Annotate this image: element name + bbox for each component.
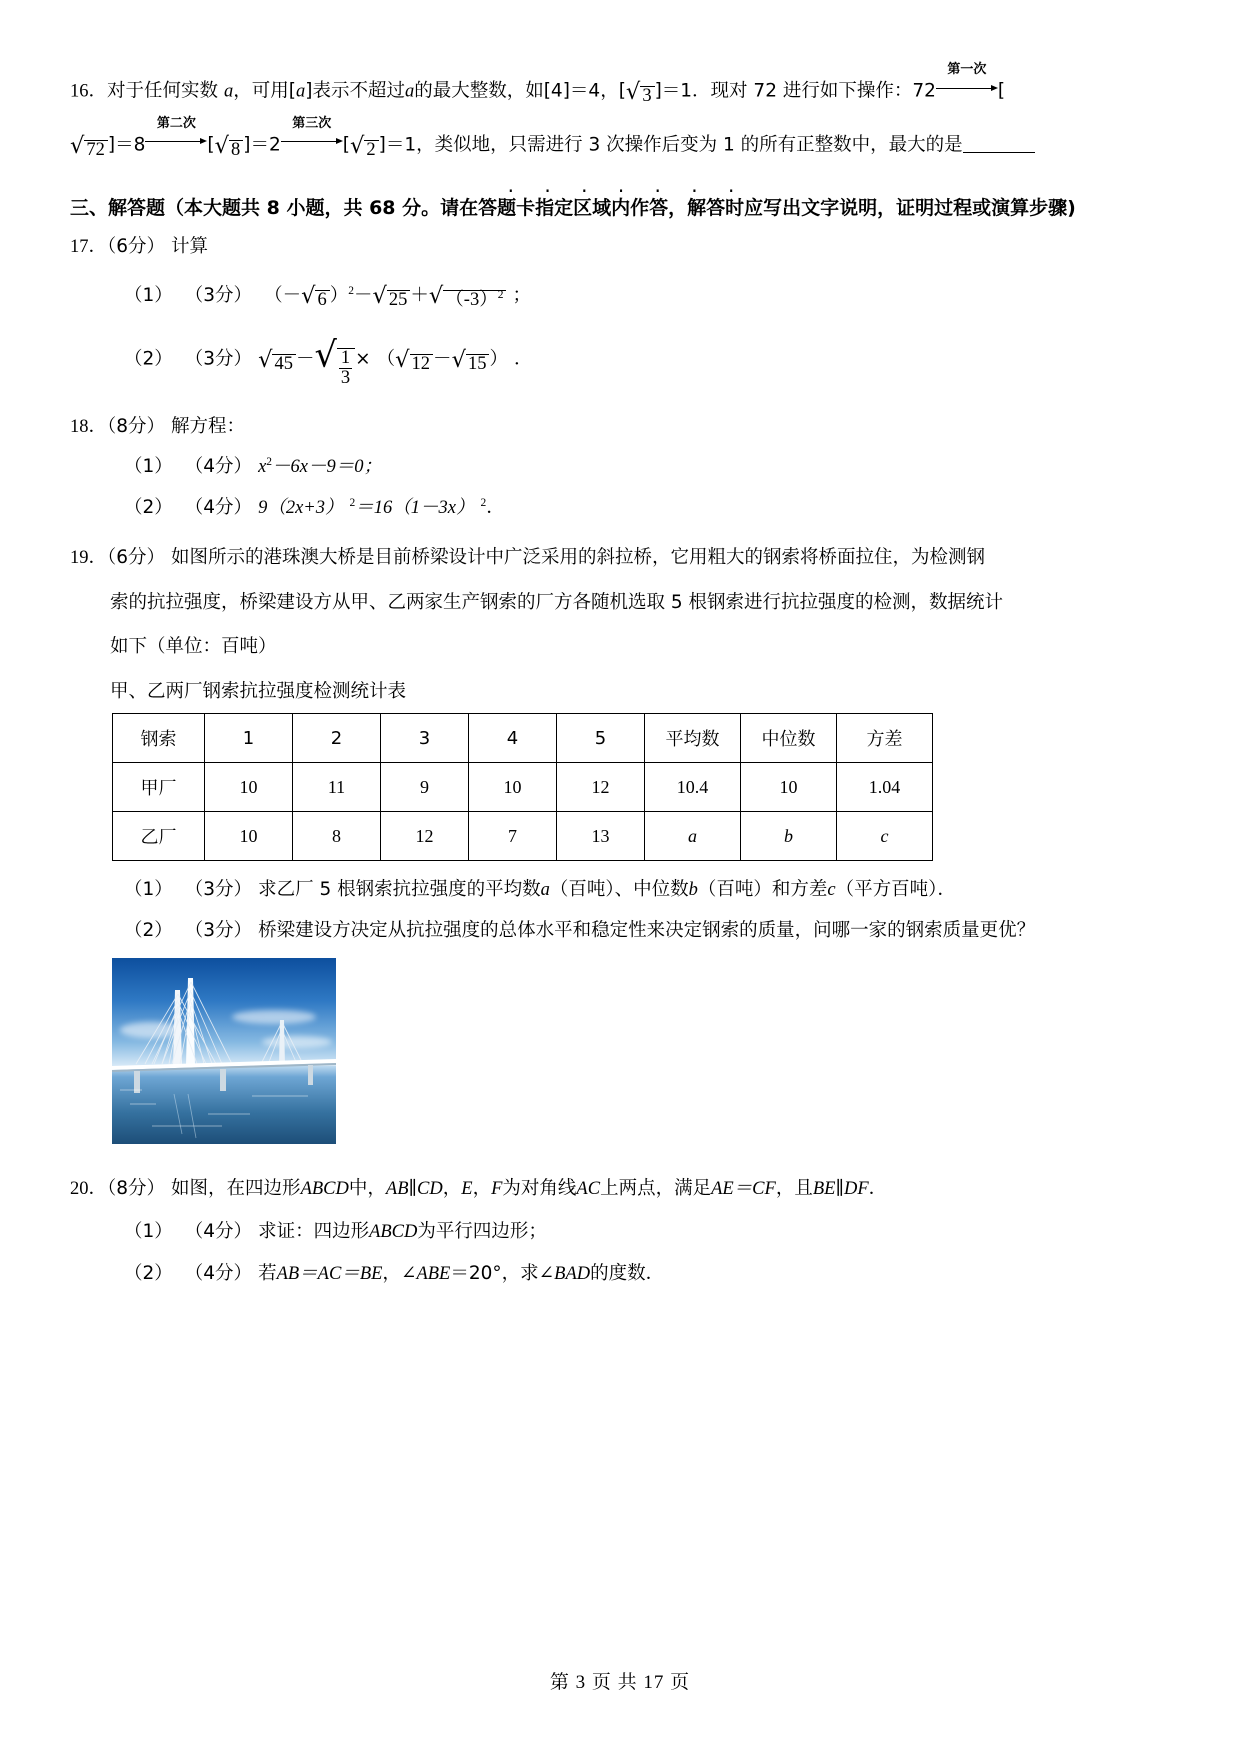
q17-sub2-open: （ <box>376 348 396 370</box>
table-cell: 10 <box>205 812 293 861</box>
q20-math-abcd: ABCD <box>300 1179 349 1200</box>
q18-sub1-var: x <box>258 457 267 478</box>
q17-score: （6分） <box>107 236 166 258</box>
q20-text-2: 中， <box>348 1178 386 1200</box>
q20-sub1-text-1: 求证：四边形 <box>258 1220 370 1242</box>
q20-text-5: 为对角线 <box>502 1178 577 1200</box>
table-row <box>113 812 933 861</box>
sqrt-45: √ 45 <box>258 351 296 374</box>
q19-sub1-text-4: （平方百吨）． <box>835 879 956 901</box>
q20-sub2-math-1: AB＝AC＝BE <box>276 1264 383 1285</box>
table-cell: 8 <box>293 812 381 861</box>
q18-sub2-left: 9（2x+3） <box>258 497 344 518</box>
table-row <box>113 763 933 812</box>
q18-sub2-right: ＝16（1－3x） <box>355 497 475 518</box>
q17-sub2-times: × <box>355 348 371 370</box>
question-17 <box>70 238 1170 388</box>
question-18 <box>70 415 1170 518</box>
question-19-sub-2 <box>70 919 1170 941</box>
question-20-sub-1 <box>70 1220 1170 1242</box>
ellipsis-divider: . . . . . . . <box>507 172 747 197</box>
q20-math-f: F <box>491 1179 503 1200</box>
q16-text-3: ]表示不超过 <box>305 80 405 102</box>
photo-bridge-vector <box>112 958 336 1144</box>
table-cell: 10 <box>469 763 557 812</box>
q19-sub1-var-a: a <box>540 880 550 901</box>
q20-sub2-math-2: ∠ABE <box>400 1264 451 1285</box>
q16-text-1: 对于任何实数 <box>107 80 219 102</box>
q16-var-a1: a <box>224 81 234 102</box>
q17-sub2-end: ． <box>513 348 533 370</box>
q16-text-8: [ <box>207 134 215 156</box>
q20-sub1-score: （4分） <box>184 1220 253 1242</box>
q17-number: 17． <box>70 237 108 258</box>
q20-math-be-df: BE∥DF <box>812 1179 869 1200</box>
q18-sub2-label: （2） <box>124 496 173 518</box>
table-row-label: 甲厂 <box>113 763 205 812</box>
arrow-1-label: 第一次 <box>947 62 987 78</box>
table-header-row <box>113 714 933 763</box>
q19-sub1-var-b: b <box>688 880 698 901</box>
arrow-2-label: 第二次 <box>156 116 196 132</box>
cable-stayed-bridge-photo <box>112 958 336 1144</box>
table-cell: 11 <box>293 763 381 812</box>
q18-sub1-rest: －6x－9＝0； <box>272 457 382 478</box>
table-cell: 10.4 <box>645 763 741 812</box>
table-header-cell: 4 <box>469 714 557 763</box>
q17-sub2-score: （3分） <box>184 348 253 370</box>
q20-sub1-label: （1） <box>124 1220 173 1242</box>
q20-text-8: ． <box>868 1178 888 1200</box>
q20-text-4: ， <box>472 1178 492 1200</box>
q20-sub2-text-2: ， <box>382 1263 401 1285</box>
q20-score: （8分） <box>107 1178 166 1200</box>
q18-sub1-label: （1） <box>124 456 173 478</box>
q17-sub2-close: ） <box>489 348 508 370</box>
sqrt-72: √ 72 <box>70 137 108 160</box>
q18-sub1-score: （4分） <box>184 456 253 478</box>
q16-var-a2: a <box>296 81 306 102</box>
q20-sub2-label: （2） <box>124 1263 173 1285</box>
operation-arrow-1 <box>936 62 998 97</box>
q17-sub2-label: （2） <box>124 348 173 370</box>
q18-sub2-score: （4分） <box>184 496 253 518</box>
q19-sub1-text-3: （百吨）和方差 <box>697 879 828 901</box>
question-20-sub-2 <box>70 1265 1170 1284</box>
q17-sub2-minus: － <box>295 348 315 370</box>
q20-sub2-text-3: ＝20°，求 <box>450 1263 539 1285</box>
table-header-cell: 1 <box>205 714 293 763</box>
q17-sub1-minus: － <box>353 284 373 306</box>
q20-sub2-score: （4分） <box>184 1263 253 1285</box>
table-cell: 13 <box>557 812 645 861</box>
q16-var-a3: a <box>404 81 415 102</box>
q16-text-11: ]＝1，类似地，只需进行 3 次操作后变为 1 的所有正整数中，最大的是 <box>378 134 963 156</box>
q17-stem-text: 计算 <box>171 236 209 258</box>
q20-text-6: 上两点，满足 <box>600 1178 712 1200</box>
q20-number: 20． <box>70 1179 108 1200</box>
q20-sub2-math-3: ∠BAD <box>538 1264 591 1285</box>
table-header-cell: 方差 <box>837 714 933 763</box>
q19-sub1-var-c: c <box>827 880 836 901</box>
table-header-cell: 3 <box>381 714 469 763</box>
q20-text-7: ，且 <box>775 1178 813 1200</box>
q17-sub1-score: （3分） <box>184 284 253 306</box>
q17-sub1-mid: ） <box>329 284 349 306</box>
q19-sub1-score: （3分） <box>184 879 253 901</box>
q20-math-ac: AC <box>576 1179 601 1200</box>
q16-text-6: [ <box>997 80 1006 102</box>
operation-arrow-3 <box>281 116 343 151</box>
question-19 <box>70 549 1170 1144</box>
q18-sub2-end: ． <box>486 496 505 518</box>
table-cell: 12 <box>381 812 469 861</box>
q20-sub2-text-4: 的度数． <box>590 1263 665 1285</box>
q20-sub1-math: ABCD <box>369 1221 418 1242</box>
q17-sub1-plus: ＋ <box>410 284 429 306</box>
question-18-sub-1 <box>70 458 1170 477</box>
q16-text-5: ]＝1．现对 72 进行如下操作：72 <box>654 80 936 102</box>
table-cell: 10 <box>205 763 293 812</box>
q17-sub1-label: （1） <box>124 284 173 306</box>
question-18-stem <box>70 415 1170 437</box>
q20-text-1: 如图，在四边形 <box>171 1178 301 1200</box>
q16-text-10: [ <box>342 134 350 156</box>
table-cell: 7 <box>469 812 557 861</box>
q16-text-7: ]＝8 <box>107 134 146 156</box>
q17-sub1-end: ； <box>512 284 531 306</box>
table-cell: c <box>837 812 933 861</box>
sqrt-one-third: √ $\frac{1}{3}$ <box>314 346 355 388</box>
table-row-label: 乙厂 <box>113 812 205 861</box>
q19-sub1-text-2: （百吨）、中位数 <box>549 879 689 901</box>
table-cell: 9 <box>381 763 469 812</box>
sqrt-25: √ 25 <box>372 287 410 310</box>
q17-sub2-minus2: － <box>433 348 452 370</box>
question-19-sub-1 <box>70 881 1170 900</box>
question-19-line-2: 索的抗拉强度，桥梁建设方从甲、乙两家生产钢索的厂方各随机选取 5 根钢索进行抗拉强度的检测，数据统计 <box>110 591 1004 613</box>
q19-sub2-label: （2） <box>124 919 173 941</box>
question-17-stem <box>70 238 1170 257</box>
question-16-line-2 <box>70 116 1170 160</box>
q19-sub1-text-1: 求乙厂 5 根钢索抗拉强度的平均数 <box>258 879 541 901</box>
sqrt-15: √ 15 <box>452 351 490 374</box>
table-cell: 12 <box>557 763 645 812</box>
table-header-cell: 2 <box>293 714 381 763</box>
tensile-strength-table <box>112 713 933 861</box>
page-footer: 第 3 页 共 17 页 <box>549 1672 691 1693</box>
question-17-sub-2 <box>70 334 1170 388</box>
q19-sub2-score: （3分） <box>184 919 253 941</box>
table-header-cell: 中位数 <box>741 714 837 763</box>
question-17-sub-1 <box>70 283 1170 311</box>
table-cell: 1.04 <box>837 763 933 812</box>
q19-text-line-1: 如图所示的港珠澳大桥是目前桥梁设计中广泛采用的斜拉桥，它用粗大的钢索将桥面拉住，为检测钢 <box>171 547 986 569</box>
question-20-stem <box>70 1180 1170 1199</box>
sqrt-3: √ 3 <box>626 83 655 106</box>
q19-number: 19． <box>70 548 108 569</box>
q20-math-e: E <box>461 1179 473 1200</box>
answer-blank-16[interactable] <box>963 134 1035 154</box>
sqrt-neg3-squared: √ $(-3)^2$ <box>429 287 507 310</box>
question-16-line-1 <box>70 62 1170 106</box>
q19-sub2-text: 桥梁建设方决定从抗拉强度的总体水平和稳定性来决定钢索的质量，问哪一家的钢索质量更优？ <box>258 919 1036 941</box>
table-cell: 10 <box>741 763 837 812</box>
q16-number: 16． <box>70 81 108 102</box>
q20-text-3: ， <box>442 1178 462 1200</box>
question-19-line-1 <box>70 549 1170 568</box>
q18-sub2-power-2: 2 <box>480 496 487 509</box>
question-20 <box>70 1180 1170 1284</box>
sqrt-8: √ 8 <box>215 137 244 160</box>
section-3-heading: 三、解答题（本大题共 8 小题，共 68 分。请在答题卡指定区域内作答，解答时应写出文字说明，证明过程或演算步骤) <box>70 196 1076 219</box>
q19-score: （6分） <box>107 547 166 569</box>
table-header-cell: 5 <box>557 714 645 763</box>
q17-sub1-power: 2 <box>348 284 354 297</box>
table-header-cell: 平均数 <box>645 714 741 763</box>
question-16 <box>70 62 1170 160</box>
q20-math-ae-cf: AE＝CF <box>711 1179 776 1200</box>
q18-stem-text: 解方程： <box>171 415 246 437</box>
table-header-cell: 钢索 <box>113 714 205 763</box>
sqrt-6: √ 6 <box>301 287 330 310</box>
arrow-3-label: 第三次 <box>292 116 332 132</box>
q18-sub2-power-1: 2 <box>349 496 356 509</box>
q16-text-9: ]＝2 <box>243 134 281 156</box>
q19-sub1-label: （1） <box>124 879 173 901</box>
q18-score: （8分） <box>107 415 166 437</box>
table-cell: b <box>741 812 837 861</box>
sqrt-12: √ 12 <box>395 351 433 374</box>
q17-sub1-lead: （－ <box>264 284 302 306</box>
question-18-sub-2 <box>70 496 1170 518</box>
q20-math-ab-cd: AB∥CD <box>385 1179 443 1200</box>
question-19-table-title: 甲、乙两厂钢索抗拉强度检测统计表 <box>110 680 407 702</box>
q20-sub2-text-1: 若 <box>258 1263 277 1285</box>
table-cell: a <box>645 812 741 861</box>
q18-sub1-power: 2 <box>266 456 273 469</box>
operation-arrow-2 <box>145 116 207 151</box>
q16-text-4: 的最大整数，如[4]＝4，[ <box>414 80 626 102</box>
q20-sub1-text-2: 为平行四边形； <box>417 1220 547 1242</box>
q16-text-2: ，可用[ <box>233 80 296 102</box>
question-19-line-3: 如下（单位：百吨） <box>110 636 277 658</box>
q18-number: 18． <box>70 416 108 437</box>
sqrt-2: √ 2 <box>350 137 379 160</box>
